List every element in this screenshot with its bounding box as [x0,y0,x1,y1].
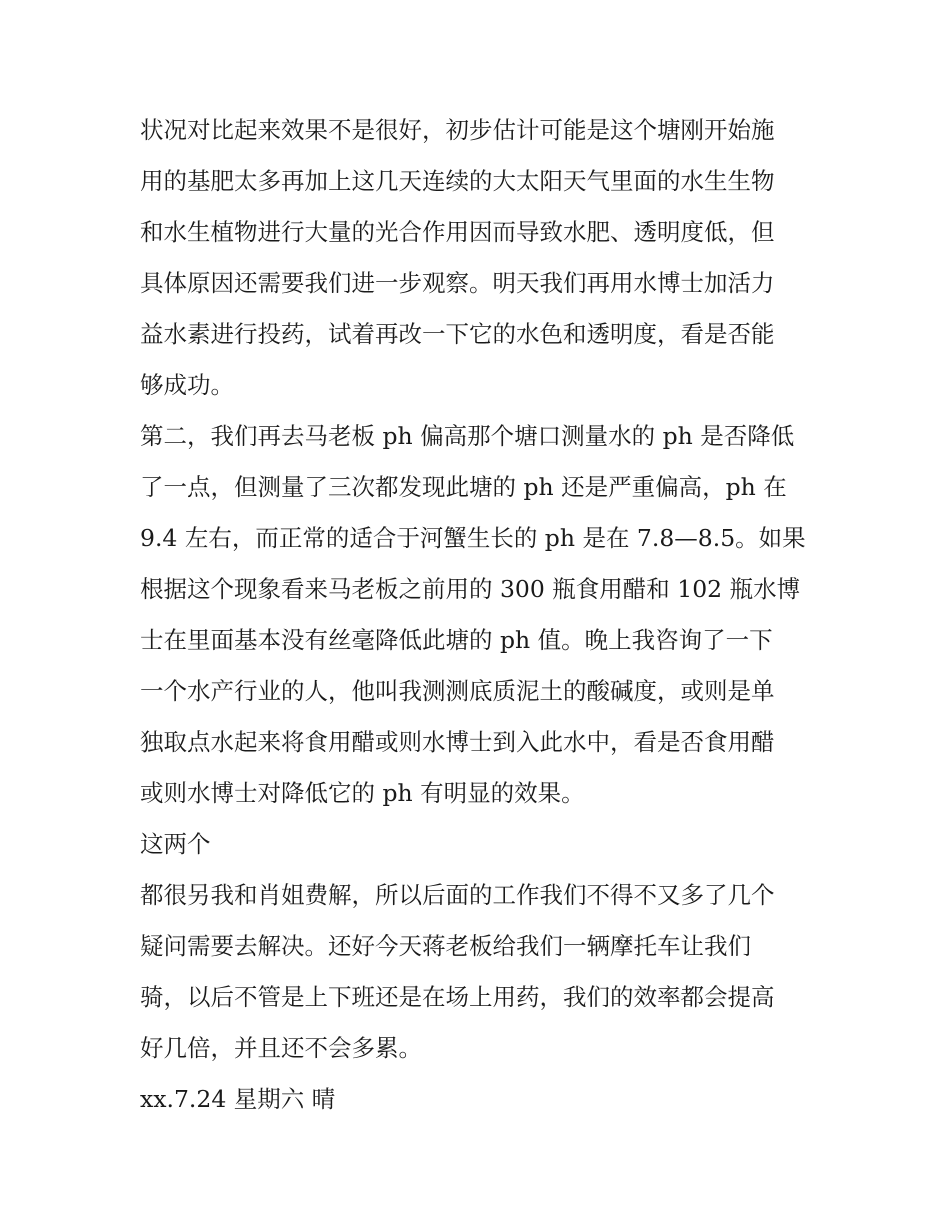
text-line: 好几倍，并且还不会多累。 [140,1034,422,1062]
text-line: 第二，我们再去马老板 ph 偏高那个塘口测量水的 ph 是否降低 [140,422,795,450]
text-line: 了一点，但测量了三次都发现此塘的 ph 还是严重偏高，ph 在 [140,473,787,501]
paragraph-pond-observation [140,105,815,411]
text-line: 疑问需要去解决。还好今天蒋老板给我们一辆摩托车让我们 [140,932,751,960]
text-line: 独取点水起来将食用醋或则水博士到入此水中，看是否食用醋 [140,728,775,756]
text-line: 和水生植物进行大量的光合作用因而导致水肥、透明度低，但 [140,218,775,246]
text-line: 这两个 [140,830,211,858]
text-line: 一个水产行业的人，他叫我测测底质泥土的酸碱度，或则是单 [140,677,775,705]
text-line: 状况对比起来效果不是很好，初步估计可能是这个塘刚开始施 [140,116,775,144]
text-line: 用的基肥太多再加上这几天连续的大太阳天气里面的水生生物 [140,167,775,195]
text-line: xx.7.24 星期六 晴 [140,1085,336,1113]
text-line: 益水素进行投药，试着再改一下它的水色和透明度，看是否能 [140,320,775,348]
paragraph-questions [140,870,815,1074]
text-line: 都很另我和肖姐费解，所以后面的工作我们不得不又多了几个 [140,881,775,909]
date-heading [140,1074,815,1125]
paragraph-fragment [140,819,815,870]
text-line: 或则水博士对降低它的 ph 有明显的效果。 [140,779,585,807]
paragraph-ph-measurement [140,411,815,819]
text-line: 骑，以后不管是上下班还是在场上用药，我们的效率都会提高 [140,983,775,1011]
text-line: 具体原因还需要我们进一步观察。明天我们再用水博士加活力 [140,269,775,297]
text-line: 够成功。 [140,371,234,399]
text-line: 根据这个现象看来马老板之前用的 300 瓶食用醋和 102 瓶水博 [140,575,801,603]
text-line: 9.4 左右，而正常的适合于河蟹生长的 ph 是在 7.8—8.5。如果 [140,524,806,552]
text-line: 士在里面基本没有丝毫降低此塘的 ph 值。晚上我咨询了一下 [140,626,773,654]
document-body [140,105,815,1125]
